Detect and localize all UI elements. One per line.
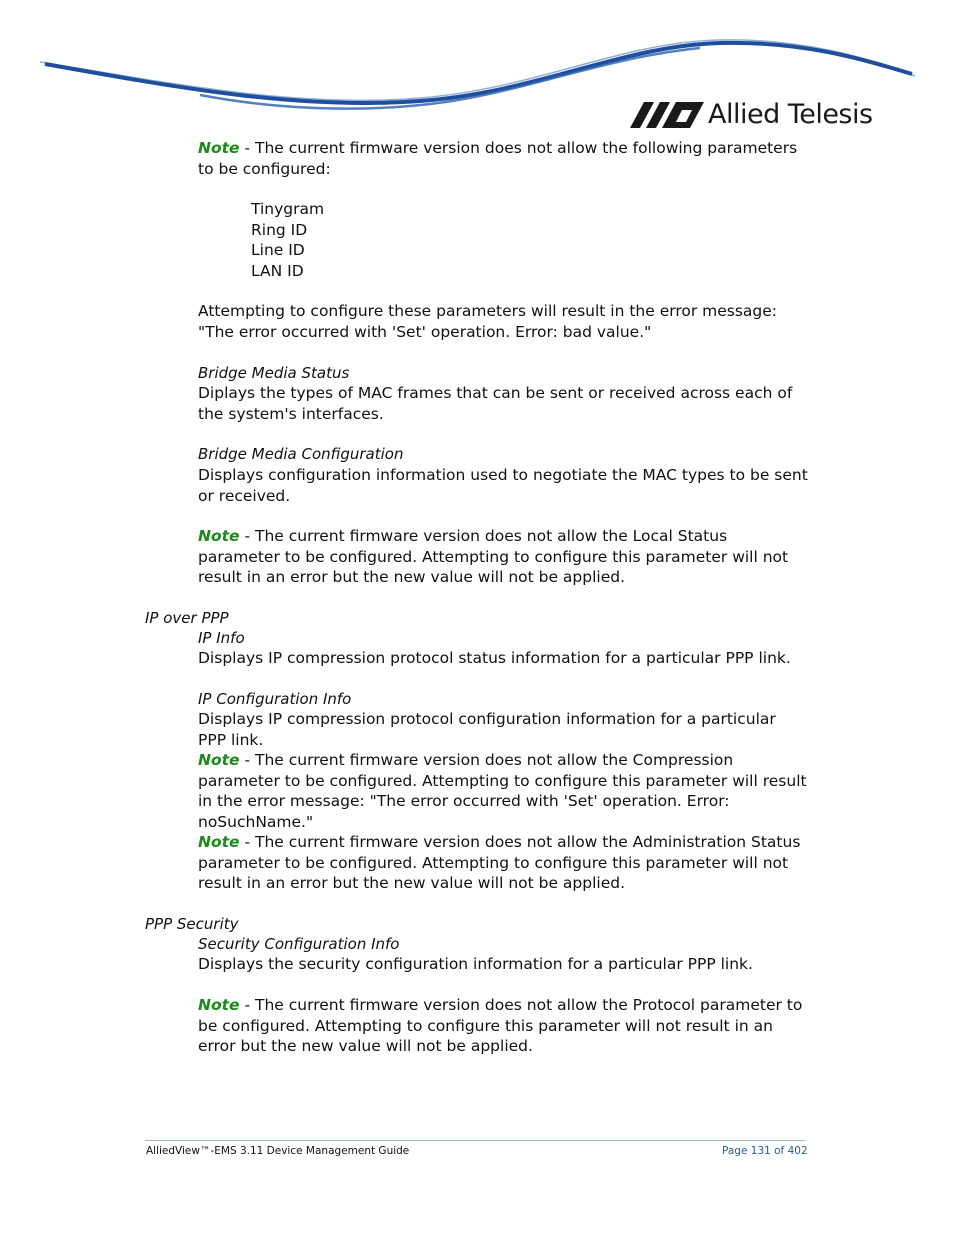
- logo-text: Allied Telesis: [708, 99, 873, 130]
- allied-telesis-logo-mark-icon: [630, 100, 704, 130]
- list-item: Tinygram: [251, 200, 325, 218]
- security-configuration-info-text: Displays the security configuration information for a particular PPP link.: [198, 955, 753, 973]
- note-text: - The current firmware version does not allow the Protocol parameter to be configured. Attempting to configure this parameter will not result in an error but the new value will not be applied.: [198, 996, 803, 1055]
- error-message-paragraph: Attempting to configure these parameters will result in the error message: "The error occurred with 'Set' operation. Error: bad value.": [198, 302, 778, 341]
- note-label: Note: [198, 996, 240, 1014]
- footer-divider: [145, 1140, 805, 1141]
- unconfigurable-parameter-list: [251, 199, 324, 281]
- note-text: - The current firmware version does not allow the following parameters to be configured:: [198, 139, 798, 178]
- ip-configuration-info-text: Displays IP compression protocol configuration information for a particular PPP link.: [198, 710, 776, 749]
- note-paragraph: [198, 995, 808, 1057]
- list-item: Line ID: [251, 241, 305, 259]
- bridge-media-configuration-text: Displays configuration information used to negotiate the MAC types to be sent or received.: [198, 466, 808, 505]
- footer-page-number: Page 131 of 402: [722, 1145, 808, 1157]
- note-paragraph: [198, 750, 808, 832]
- ip-over-ppp-heading: IP over PPP: [145, 609, 229, 627]
- note-paragraph: [198, 138, 808, 179]
- note-label: Note: [198, 833, 240, 851]
- allied-telesis-logo: [630, 100, 873, 130]
- note-paragraph: [198, 832, 808, 894]
- list-item: Ring ID: [251, 220, 308, 239]
- note-paragraph: [198, 526, 808, 588]
- bridge-media-configuration-heading: Bridge Media Configuration: [198, 445, 404, 463]
- note-label: Note: [198, 527, 240, 545]
- ip-info-heading: IP Info: [198, 629, 245, 647]
- ip-configuration-info-heading: IP Configuration Info: [198, 690, 352, 708]
- note-label: Note: [198, 139, 240, 157]
- list-item: LAN ID: [251, 261, 304, 280]
- footer-document-title: AlliedView™-EMS 3.11 Device Management Guide: [146, 1145, 410, 1157]
- bridge-media-status-text: Diplays the types of MAC frames that can be sent or received across each of the system's interfaces.: [198, 384, 793, 423]
- note-text: - The current firmware version does not allow the Administration Status parameter to be configured. Attempting to configure this parameter will not result in an error but the new value will not be applied.: [198, 833, 801, 892]
- note-label: Note: [198, 751, 240, 769]
- note-text: - The current firmware version does not allow the Compression parameter to be configured. Attempting to configure this parameter will result in the error message: "The error occurred with 'Set' operation. Error: noSuchName.": [198, 751, 807, 831]
- ppp-security-heading: PPP Security: [145, 915, 239, 933]
- note-text: - The current firmware version does not allow the Local Status parameter to be configured. Attempting to configure this parameter will not result in an error but the new value will not be applied.: [198, 527, 789, 586]
- security-configuration-info-heading: Security Configuration Info: [198, 935, 400, 953]
- bridge-media-status-heading: Bridge Media Status: [198, 364, 350, 382]
- ip-info-text: Displays IP compression protocol status information for a particular PPP link.: [198, 649, 791, 667]
